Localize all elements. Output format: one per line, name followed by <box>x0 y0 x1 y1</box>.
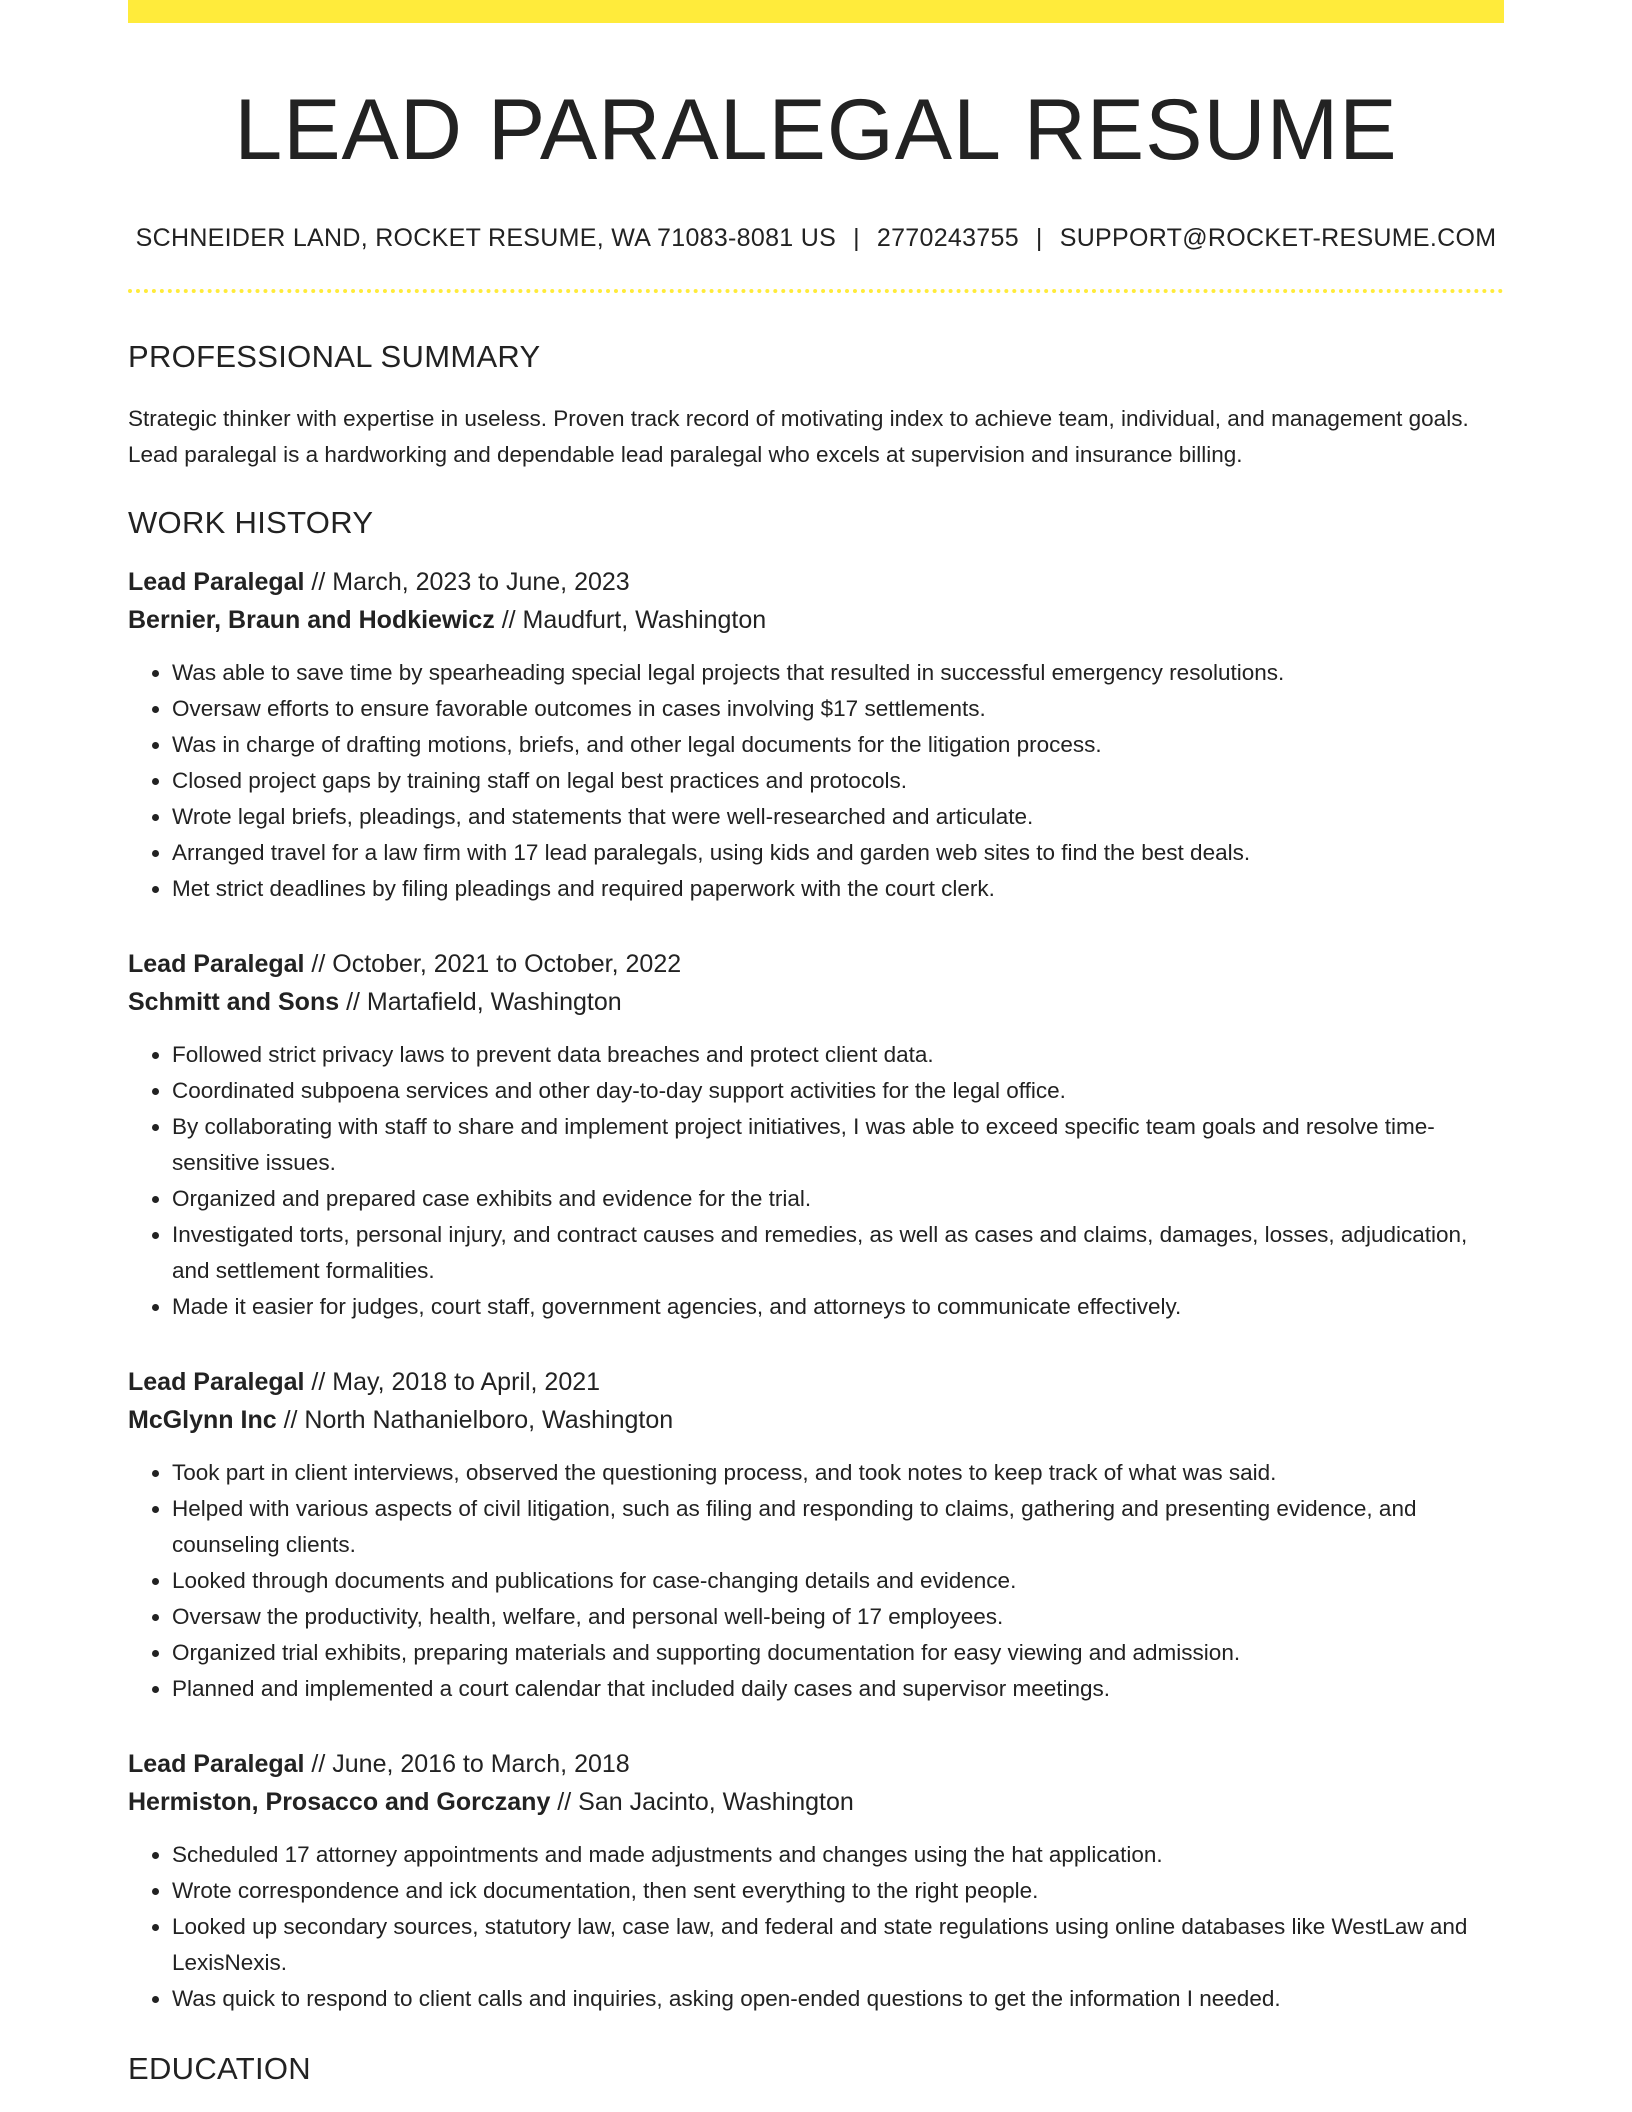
job-bullet-item: • Looked through documents and publications for case-changing details and evidence. <box>172 1563 1504 1599</box>
job-title-line <box>128 563 1504 601</box>
job-bullet-item: • Looked up secondary sources, statutory law, case law, and federal and state regulations using online databases like WestLaw and LexisNexis. <box>172 1909 1504 1981</box>
job-dates: // May, 2018 to April, 2021 <box>304 1367 601 1396</box>
job-bullets <box>128 1455 1504 1707</box>
job-bullet-item: • Scheduled 17 attorney appointments and made adjustments and changes using the hat application. <box>172 1837 1504 1873</box>
job-bullet-item: • Wrote legal briefs, pleadings, and statements that were well-researched and articulate. <box>172 799 1504 835</box>
job-bullet-item: • Met strict deadlines by filing pleadings and required paperwork with the court clerk. <box>172 871 1504 907</box>
job-bullet-item: • Wrote correspondence and ick documentation, then sent everything to the right people. <box>172 1873 1504 1909</box>
top-accent-bar <box>128 0 1504 23</box>
job-title: Lead Paralegal <box>128 949 305 978</box>
job-dates: // October, 2021 to October, 2022 <box>304 949 682 978</box>
job-bullet-item: • Followed strict privacy laws to prevent data breaches and protect client data. <box>172 1037 1504 1073</box>
job-company: Bernier, Braun and Hodkiewicz <box>128 605 495 634</box>
job-company-line <box>128 983 1504 1021</box>
contact-address: SCHNEIDER LAND, ROCKET RESUME, WA 71083-8081 US <box>135 223 837 252</box>
dotted-divider <box>128 289 1504 293</box>
job-bullets <box>128 1837 1504 2017</box>
job-dates: // March, 2023 to June, 2023 <box>304 567 630 596</box>
contact-phone: 2770243755 <box>876 223 1019 252</box>
education-heading: EDUCATION <box>128 2050 311 2086</box>
job-title: Lead Paralegal <box>128 567 305 596</box>
job-bullet-item: • Coordinated subpoena services and other day-to-day support activities for the legal office. <box>172 1073 1504 1109</box>
job-bullet-item: • Arranged travel for a law firm with 17 lead paralegals, using kids and garden web sites to find the best deals. <box>172 835 1504 871</box>
contact-separator: | <box>853 223 860 252</box>
job-title-line <box>128 1745 1504 1783</box>
job-bullet-item: • Took part in client interviews, observed the questioning process, and took notes to keep track of what was said. <box>172 1455 1504 1491</box>
job-company-line <box>128 601 1504 639</box>
job-bullets <box>128 1037 1504 1325</box>
job-bullet-item: • Organized trial exhibits, preparing materials and supporting documentation for easy viewing and admission. <box>172 1635 1504 1671</box>
job-company-line <box>128 1401 1504 1439</box>
job-bullet-item: • Oversaw the productivity, health, welfare, and personal well-being of 17 employees. <box>172 1599 1504 1635</box>
job-bullets <box>128 655 1504 907</box>
job-entry <box>128 1363 1504 1707</box>
job-bullet-item: • Planned and implemented a court calendar that included daily cases and supervisor meetings. <box>172 1671 1504 1707</box>
job-title-line <box>128 1363 1504 1401</box>
contact-separator: | <box>1035 223 1043 252</box>
job-title-line <box>128 945 1504 983</box>
job-entry <box>128 1745 1504 2017</box>
work-history-list <box>128 563 1504 2017</box>
job-title: Lead Paralegal <box>128 1367 305 1396</box>
job-company: McGlynn Inc <box>128 1405 277 1434</box>
job-bullet-item: • Made it easier for judges, court staff, government agencies, and attorneys to communicate effectively. <box>172 1289 1504 1325</box>
job-location: // Martafield, Washington <box>339 987 622 1016</box>
work-history-heading: WORK HISTORY <box>128 504 374 540</box>
job-dates: // June, 2016 to March, 2018 <box>304 1749 630 1778</box>
job-company: Hermiston, Prosacco and Gorczany <box>128 1787 551 1816</box>
summary-heading: PROFESSIONAL SUMMARY <box>128 338 541 374</box>
job-company-line <box>128 1783 1504 1821</box>
job-entry <box>128 945 1504 1325</box>
job-bullet-item: • Organized and prepared case exhibits and evidence for the trial. <box>172 1181 1504 1217</box>
job-location: // Maudfurt, Washington <box>494 605 767 634</box>
resume-page <box>128 0 1504 2087</box>
job-location: // San Jacinto, Washington <box>550 1787 854 1816</box>
job-entry <box>128 563 1504 907</box>
job-location: // North Nathanielboro, Washington <box>276 1405 674 1434</box>
summary-text: Strategic thinker with expertise in useless. Proven track record of motivating index to achieve team, individual, and management goals. Lead paralegal is a hardworking and dependable lead paralegal who excels at supervision and insurance billing. <box>128 405 1469 467</box>
job-bullet-item: • Investigated torts, personal injury, and contract causes and remedies, as well as cases and claims, damages, losses, adjudication, and settlement formalities. <box>172 1217 1504 1289</box>
contact-email: SUPPORT@ROCKET-RESUME.COM <box>1059 223 1497 252</box>
resume-title: LEAD PARALEGAL RESUME <box>234 82 1398 178</box>
job-company: Schmitt and Sons <box>128 987 340 1016</box>
job-title: Lead Paralegal <box>128 1749 305 1778</box>
job-bullet-item: • Was able to save time by spearheading special legal projects that resulted in successful emergency resolutions. <box>172 655 1504 691</box>
job-bullet-item: • Was quick to respond to client calls and inquiries, asking open-ended questions to get the information I needed. <box>172 1981 1504 2017</box>
job-bullet-item: • Helped with various aspects of civil litigation, such as filing and responding to claims, gathering and presenting evidence, and counseling clients. <box>172 1491 1504 1563</box>
job-bullet-item: • Closed project gaps by training staff on legal best practices and protocols. <box>172 763 1504 799</box>
job-bullet-item: • Was in charge of drafting motions, briefs, and other legal documents for the litigation process. <box>172 727 1504 763</box>
contact-line <box>128 224 1504 253</box>
job-bullet-item: • Oversaw efforts to ensure favorable outcomes in cases involving $17 settlements. <box>172 691 1504 727</box>
job-bullet-item: • By collaborating with staff to share and implement project initiatives, I was able to exceed specific team goals and resolve time-sensitive issues. <box>172 1109 1504 1181</box>
